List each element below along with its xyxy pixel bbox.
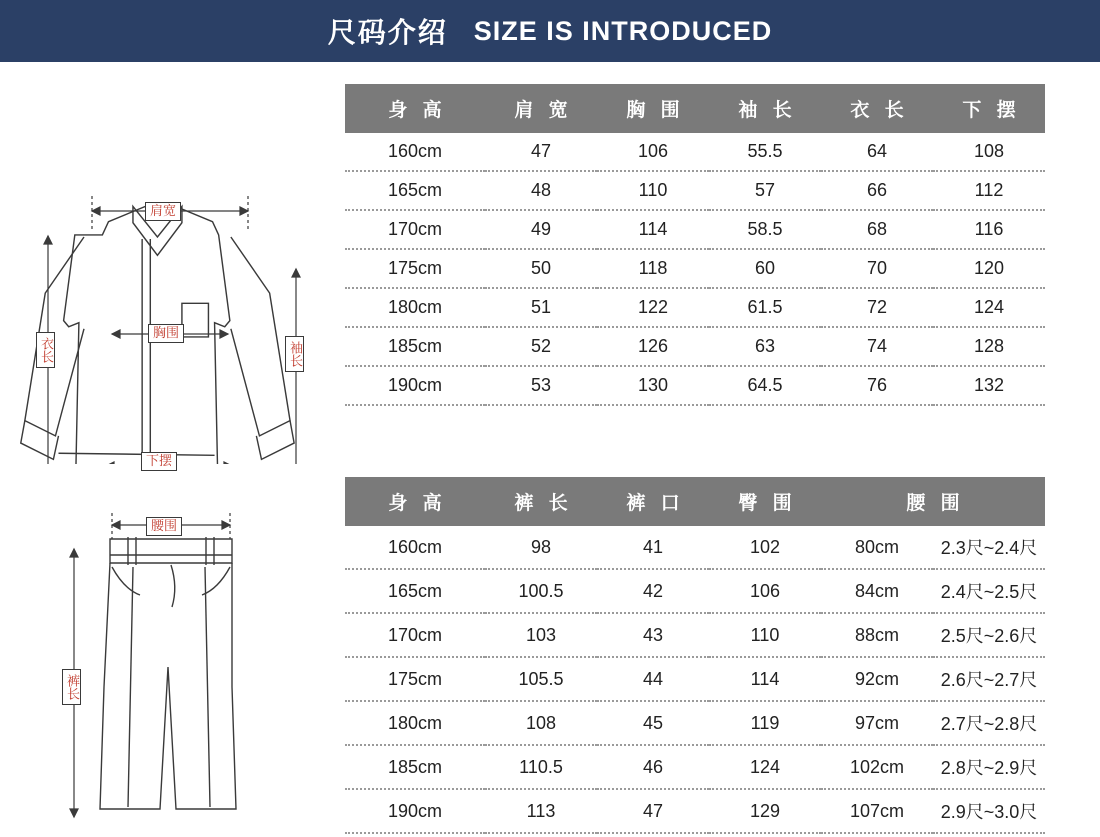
cell-hem: 112 [933,171,1045,210]
cell-height: 165cm [345,569,485,613]
table-row [345,701,1045,745]
cell-hip: 106 [709,569,821,613]
cell-sleeve: 57 [709,171,821,210]
cell-shoulder: 47 [485,133,597,171]
th-pant-length: 裤 长 [485,477,597,526]
th-length: 衣 长 [821,84,933,133]
label-pant-length: 裤长 [62,669,81,705]
cell-height: 160cm [345,133,485,171]
cell-pant-length: 105.5 [485,657,597,701]
cell-waist-chi: 2.3尺~2.4尺 [933,526,1045,569]
cell-length: 76 [821,366,933,405]
th-pant-opening: 裤 口 [597,477,709,526]
cell-length: 70 [821,249,933,288]
cell-sleeve: 63 [709,327,821,366]
cell-sleeve: 64.5 [709,366,821,405]
jacket-section [0,84,1055,468]
cell-chest: 114 [597,210,709,249]
cell-hem: 120 [933,249,1045,288]
cell-waist-cm: 97cm [821,701,933,745]
cell-chest: 110 [597,171,709,210]
cell-height: 185cm [345,327,485,366]
cell-shoulder: 50 [485,249,597,288]
cell-hip: 114 [709,657,821,701]
th-chest: 胸 围 [597,84,709,133]
table-row [345,133,1045,171]
cell-length: 74 [821,327,933,366]
table-row [345,249,1045,288]
cell-height: 160cm [345,526,485,569]
cell-pant-length: 100.5 [485,569,597,613]
cell-pant-opening: 46 [597,745,709,789]
cell-sleeve: 55.5 [709,133,821,171]
page-title-cn: 尺码介绍 [327,17,448,48]
th-hem: 下 摆 [933,84,1045,133]
table-row [345,288,1045,327]
cell-shoulder: 52 [485,327,597,366]
table-row [345,745,1045,789]
table-row [345,569,1045,613]
cell-waist-cm: 84cm [821,569,933,613]
cell-waist-chi: 2.8尺~2.9尺 [933,745,1045,789]
cell-hem: 132 [933,366,1045,405]
cell-sleeve: 58.5 [709,210,821,249]
cell-waist-chi: 2.5尺~2.6尺 [933,613,1045,657]
th-height: 身 高 [345,477,485,526]
cell-pant-length: 110.5 [485,745,597,789]
label-hem: 下摆 [141,452,177,471]
jacket-figure [0,84,345,468]
cell-pant-length: 98 [485,526,597,569]
cell-waist-cm: 80cm [821,526,933,569]
cell-height: 190cm [345,789,485,833]
cell-pant-opening: 45 [597,701,709,745]
cell-waist-cm: 92cm [821,657,933,701]
pants-figure [0,477,345,837]
table-row [345,526,1045,569]
th-waist: 腰 围 [821,477,1045,526]
cell-height: 185cm [345,745,485,789]
cell-hem: 128 [933,327,1045,366]
th-shoulder: 肩 宽 [485,84,597,133]
cell-pant-opening: 42 [597,569,709,613]
pants-size-table [345,477,1045,834]
cell-pant-length: 108 [485,701,597,745]
cell-hem: 116 [933,210,1045,249]
th-sleeve: 袖 长 [709,84,821,133]
cell-length: 68 [821,210,933,249]
cell-waist-chi: 2.4尺~2.5尺 [933,569,1045,613]
cell-waist-chi: 2.9尺~3.0尺 [933,789,1045,833]
label-shoulder-width: 肩宽 [145,202,181,221]
cell-length: 66 [821,171,933,210]
cell-hip: 119 [709,701,821,745]
jacket-size-table [345,84,1045,406]
jacket-diagram-svg [0,84,345,464]
cell-shoulder: 49 [485,210,597,249]
label-sleeve-length: 袖长 [285,336,304,372]
cell-height: 180cm [345,701,485,745]
cell-chest: 122 [597,288,709,327]
table-row [345,613,1045,657]
cell-pant-opening: 43 [597,613,709,657]
cell-height: 170cm [345,613,485,657]
cell-chest: 118 [597,249,709,288]
cell-hip: 124 [709,745,821,789]
cell-hem: 108 [933,133,1045,171]
cell-waist-cm: 88cm [821,613,933,657]
label-garment-length: 衣长 [36,332,55,368]
cell-height: 175cm [345,657,485,701]
cell-length: 72 [821,288,933,327]
cell-shoulder: 51 [485,288,597,327]
table-header-row [345,84,1045,133]
cell-pant-opening: 44 [597,657,709,701]
cell-height: 180cm [345,288,485,327]
table-row [345,327,1045,366]
cell-height: 175cm [345,249,485,288]
cell-sleeve: 60 [709,249,821,288]
cell-sleeve: 61.5 [709,288,821,327]
cell-shoulder: 53 [485,366,597,405]
cell-chest: 106 [597,133,709,171]
cell-height: 170cm [345,210,485,249]
cell-chest: 130 [597,366,709,405]
table-row [345,366,1045,405]
pants-section [0,477,1055,837]
th-height: 身 高 [345,84,485,133]
cell-chest: 126 [597,327,709,366]
cell-waist-cm: 107cm [821,789,933,833]
table-row [345,210,1045,249]
cell-height: 165cm [345,171,485,210]
cell-waist-cm: 102cm [821,745,933,789]
cell-waist-chi: 2.6尺~2.7尺 [933,657,1045,701]
label-waist: 腰围 [146,517,182,536]
cell-hip: 110 [709,613,821,657]
table-row [345,657,1045,701]
cell-shoulder: 48 [485,171,597,210]
cell-hip: 129 [709,789,821,833]
th-hip: 臀 围 [709,477,821,526]
page-header [0,0,1100,62]
cell-pant-opening: 47 [597,789,709,833]
jacket-size-table-wrap [345,84,1055,464]
cell-length: 64 [821,133,933,171]
cell-height: 190cm [345,366,485,405]
cell-hip: 102 [709,526,821,569]
cell-pant-length: 103 [485,613,597,657]
table-row [345,171,1045,210]
pants-size-table-wrap [345,477,1055,837]
table-row [345,789,1045,833]
cell-pant-opening: 41 [597,526,709,569]
label-chest: 胸围 [148,324,184,343]
cell-hem: 124 [933,288,1045,327]
content-area [0,62,1100,837]
cell-pant-length: 113 [485,789,597,833]
cell-waist-chi: 2.7尺~2.8尺 [933,701,1045,745]
page-title-en: SIZE IS INTRODUCED [473,15,773,46]
table-header-row [345,477,1045,526]
